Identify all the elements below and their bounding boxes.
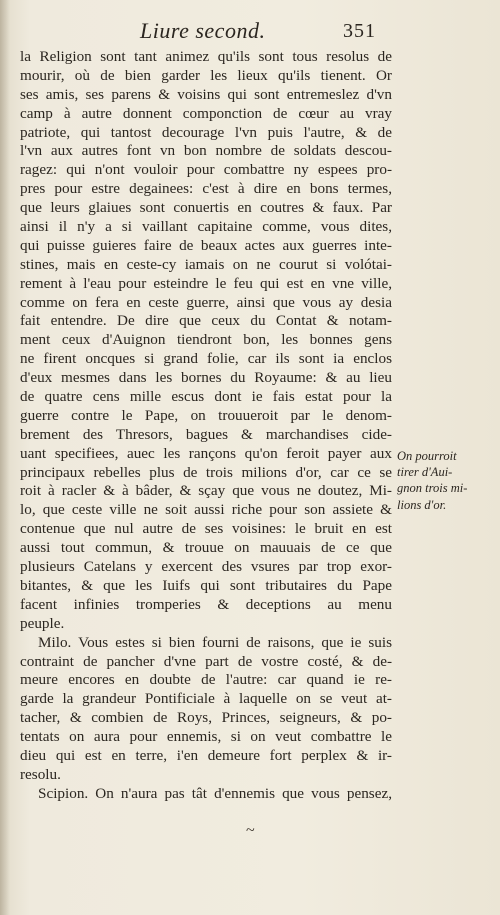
text-line: dieu qui est en terre, i'en demeure fort perplex & ir- — [20, 746, 392, 764]
text-line: roit à racler & à bâder, & sçay que vous ne doutez, Mi- — [20, 482, 392, 500]
text-line: meure encores en doubte de l'autre: car quand ie re- — [20, 671, 392, 689]
text-line: tentats on aura pour ennemis, si on veut combattre le — [20, 728, 392, 746]
text-line: aussi tout commun, & trouue on mauuais de ce que — [20, 539, 392, 557]
text-line: stines, mais en ceste-cy iamais on ne courut si volótai- — [20, 255, 392, 273]
margin-note-line: tirer d'Aui- — [397, 465, 453, 480]
tail-ornament: ~ — [246, 822, 255, 839]
text-line: peuple. — [20, 614, 65, 632]
text-line: plusieurs Catelans y exercent des vsures par trop exor- — [20, 558, 392, 576]
text-line: garde la grandeur Pontificiale à laquelle on se veut at- — [20, 690, 392, 708]
text-line: Scipion. On n'aura pas tât d'ennemis que vous pensez, — [38, 784, 392, 802]
text-line: resolu. — [20, 765, 61, 783]
text-line: Milo. Vous estes si bien fourni de raisons, que ie suis — [38, 633, 392, 651]
text-line: comme on fera en ceste guerre, ainsi que vous ay desia — [20, 293, 392, 311]
text-line: ses amis, ses parens & voisins qui sont entremeslez d'vn — [20, 85, 392, 103]
text-line: mourir, où de bien garder les lieux qu'ils tienent. Or — [20, 66, 392, 84]
text-line: brement des Thresors, bagues & marchandises cide- — [20, 425, 392, 443]
margin-note-line: lions d'or. — [397, 497, 447, 512]
text-line: patriote, qui tantost decourage l'vn puis l'autre, & de — [20, 123, 392, 141]
margin-note-line: gnon trois mi- — [397, 481, 468, 496]
text-line: facent infinies tromperies & deceptions au menu — [20, 595, 392, 613]
text-line: rement à l'eau pour esteindre le feu qui est en vne ville, — [20, 274, 392, 292]
page-number: 351 — [343, 20, 376, 42]
text-line: qui puisse guieres faire de beaux actes aux guerres inte- — [20, 236, 392, 254]
text-line: fait entendre. De dire que ceux du Contat & notam- — [20, 312, 392, 330]
text-line: la Religion sont tant animez qu'ils sont tous resolus de — [20, 48, 392, 65]
text-line: tacher, & combien de Roys, Princes, seigneurs, & po- — [20, 709, 392, 727]
text-line: l'vn aux autres font vn bon nombre de soldats descou- — [20, 142, 392, 160]
text-line: pres pour estre degainees: c'est à dire en bons termes, — [20, 180, 392, 198]
text-line: guerre contre le Pape, on trouueroit par le denom- — [20, 406, 392, 424]
text-line: que leurs glaiues sont conuertis en coutres & faux. Par — [20, 199, 392, 217]
text-line: camp à autre donnent componction de cœur au vray — [20, 104, 392, 122]
page-header — [0, 18, 500, 46]
text-line: uant specifiees, auec les rançons qu'on feroit payer aux — [20, 444, 392, 462]
text-line: de quatre cens mille escus dont ie fais estat pour la — [20, 388, 392, 406]
body-text — [20, 48, 392, 804]
text-line: bitantes, & que les Iuifs qui sont tributaires du Pape — [20, 576, 392, 594]
margin-note — [397, 448, 497, 513]
text-line: ragez: qui n'ont vouloir pour combattre ny espees pro- — [20, 161, 392, 179]
text-line: ment ceux d'Auignon tiendront bon, les bonnes gens — [20, 331, 392, 349]
text-line: contraint de pancher d'vne part de vostre costé, & de- — [20, 652, 392, 670]
text-line: lo, que ceste ville ne soit aussi riche pour son assiete & — [20, 501, 392, 519]
text-line: contenue que nul autre de ses voisines: le bruit en est — [20, 520, 392, 538]
text-line: principaux rebelles plus de trois milions d'or, car ce se — [20, 463, 392, 481]
spine-shadow — [0, 0, 10, 915]
running-title: Liure second. — [140, 18, 266, 43]
text-line: d'eux mesmes dans les bornes du Royaume: & au lieu — [20, 369, 392, 387]
text-line: ne firent oncques si grand folie, car ils sont ia enclos — [20, 350, 392, 368]
text-line: ainsi il n'y a si vaillant capitaine comme, vous dites, — [20, 218, 392, 236]
margin-note-line: On pourroit — [397, 449, 457, 463]
